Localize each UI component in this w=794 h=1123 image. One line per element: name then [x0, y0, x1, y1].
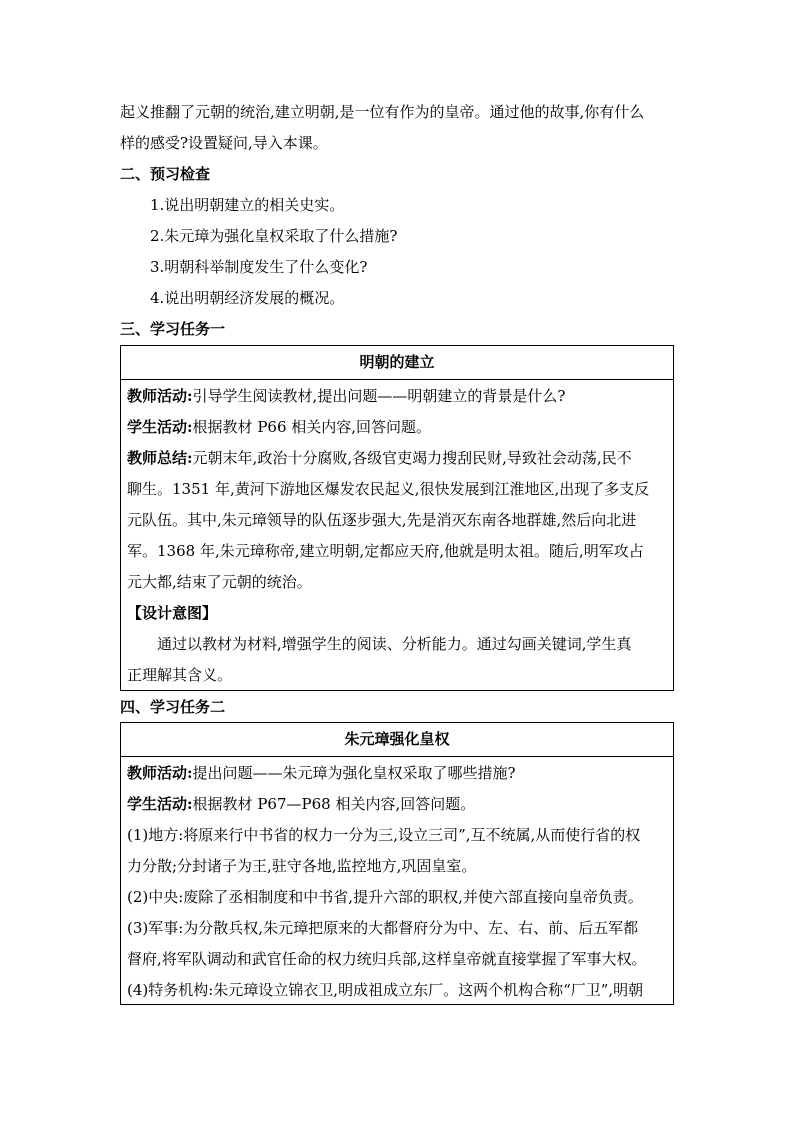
measure-line-6: (4)特务机构:朱元璋设立锦衣卫,明成祖成立东厂。这两个机构合称“厂卫”,明朝: [127, 981, 644, 999]
measure-line-3: (2)中央:废除了丞相制度和中书省,提升六部的职权,并使六部直接向皇帝负责。: [127, 888, 643, 906]
teacher-activity-label: 教师活动:: [127, 387, 193, 405]
summary-line-4: 军。1368 年,朱元璋称帝,建立明朝,定都应天府,他就是明太祖。随后,明军攻占: [127, 542, 644, 560]
measure-line-4: (3)军事:为分散兵权,朱元璋把原来的大都督府分为中、左、右、前、后五军都: [127, 919, 639, 937]
design-intent-heading: 【设计意图】: [127, 604, 218, 622]
task-two-box: [120, 722, 674, 1005]
design-intent-line-1: 通过以教材为材料,增强学生的阅读、分析能力。通过勾画关键词,学生真: [157, 635, 632, 653]
summary-line-2: 聊生。1351 年,黄河下游地区爆发农民起义,很快发展到江淮地区,出现了多支反: [127, 480, 650, 498]
preview-question-2: 2.朱元璋为强化皇权采取了什么措施?: [150, 227, 398, 245]
summary-line-1: 元朝末年,政治十分腐败,各级官吏竭力搜刮民财,导致社会动荡,民不: [192, 449, 632, 467]
intro-line-1: 起义推翻了元朝的统治,建立明朝,是一位有作为的皇帝。通过他的故事,你有什么: [120, 103, 645, 121]
teacher-activity-row: [127, 380, 667, 411]
measure-line-1: (1)地方:将原来行中书省的权力一分为三,设立三司”,互不统属,从而使行省的权: [127, 826, 641, 844]
preview-question-3: 3.明朝科举制度发生了什么变化?: [150, 258, 368, 276]
measure-line-5: 督府,将军队调动和武官任命的权力统归兵部,这样皇帝就直接掌握了军事大权。: [127, 950, 647, 968]
summary-line-3: 元队伍。其中,朱元璋领导的队伍逐步强大,先是消灭东南各地群雄,然后向北进: [127, 511, 637, 529]
task-one-title: 明朝的建立: [121, 346, 673, 380]
preview-question-1: 1.说出明朝建立的相关史实。: [150, 196, 345, 214]
student-activity-text: 根据教材 P66 相关内容,回答问题。: [192, 418, 432, 436]
design-intent-line-2: 正理解其含义。: [127, 666, 233, 684]
task-two-title: 朱元璋强化皇权: [121, 723, 673, 757]
teacher-activity-row-2: [127, 757, 667, 788]
teacher-summary-row: [127, 442, 667, 473]
task-one-body: [121, 380, 673, 690]
teacher-activity-label-2: 教师活动:: [127, 764, 193, 782]
student-activity-row: [127, 411, 667, 442]
teacher-activity-text-2: 提出问题——朱元璋为强化皇权采取了哪些措施?: [192, 764, 516, 782]
student-activity-label: 学生活动:: [127, 418, 193, 436]
student-activity-row-2: [127, 788, 667, 819]
task-two-body: [121, 757, 673, 1005]
task-one-box: [120, 345, 674, 691]
student-activity-label-2: 学生活动:: [127, 795, 193, 813]
student-activity-text-2: 根据教材 P67—P68 相关内容,回答问题。: [192, 795, 476, 813]
summary-line-5: 元大都,结束了元朝的统治。: [127, 573, 312, 591]
section-heading-task-one: 三、学习任务一: [120, 320, 226, 338]
teacher-summary-label: 教师总结:: [127, 449, 193, 467]
measure-line-2: 力分散;分封诸子为王,驻守各地,监控地方,巩固皇室。: [127, 857, 477, 875]
intro-line-2: 样的感受?设置疑问,导入本课。: [120, 134, 328, 152]
preview-question-4: 4.说出明朝经济发展的概况。: [150, 289, 345, 307]
section-heading-preview-check: 二、预习检查: [120, 165, 211, 183]
section-heading-task-two: 四、学习任务二: [120, 698, 226, 716]
teacher-activity-text: 引导学生阅读教材,提出问题——明朝建立的背景是什么?: [192, 387, 566, 405]
